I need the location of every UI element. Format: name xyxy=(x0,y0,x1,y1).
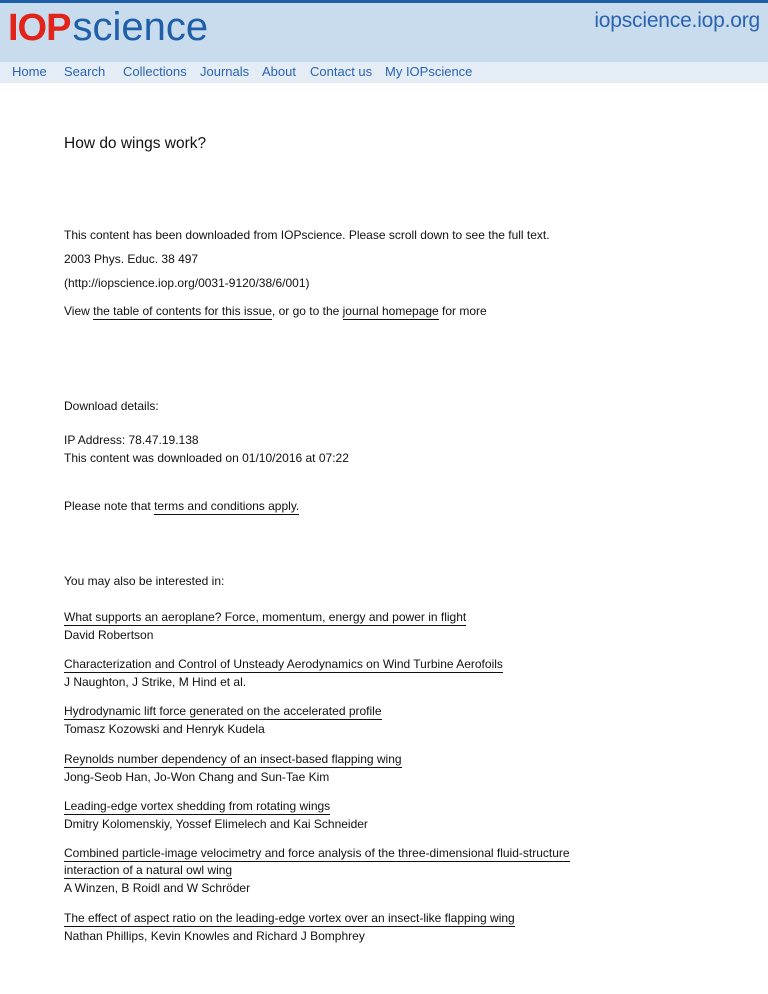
related-authors-7: Nathan Phillips, Kevin Knowles and Richard J Bomphrey xyxy=(64,929,365,943)
nav-search[interactable]: Search xyxy=(64,64,106,79)
nav-collections[interactable]: Collections xyxy=(123,64,187,79)
related-title-6[interactable]: Combined particle-image velocimetry and force analysis of the three-dimensional fluid-structure xyxy=(64,846,570,860)
view-prefix: View xyxy=(64,304,94,318)
nav-journals[interactable]: Journals xyxy=(200,64,250,79)
related-title-3[interactable]: Hydrodynamic lift force generated on the accelerated profile xyxy=(64,704,382,718)
iopscience-logo[interactable] xyxy=(8,5,208,49)
view-more-line xyxy=(64,303,487,319)
nav-my-iopscience[interactable]: My IOPscience xyxy=(385,64,473,79)
citation: 2003 Phys. Educ. 38 497 xyxy=(64,252,199,266)
related-authors-4: Jong-Seob Han, Jo-Won Chang and Sun-Tae Kim xyxy=(64,770,330,784)
article-title: How do wings work? xyxy=(64,135,207,152)
nav-contact-us[interactable]: Contact us xyxy=(310,64,373,79)
related-title-6-line2[interactable]: interaction of a natural owl wing xyxy=(64,863,233,877)
site-header xyxy=(0,0,768,62)
related-title-2[interactable]: Characterization and Control of Unsteady Aerodynamics on Wind Turbine Aerofoils xyxy=(64,657,503,671)
related-title-7[interactable]: The effect of aspect ratio on the leading-edge vortex over an insect-like flapping wing xyxy=(64,911,515,925)
downloaded-on: This content was downloaded on 01/10/2016 at 07:22 xyxy=(64,451,349,465)
related-heading: You may also be interested in: xyxy=(64,574,225,588)
nav-bar xyxy=(0,62,768,83)
related-authors-5: Dmitry Kolomenskiy, Yossef Elimelech and Kai Schneider xyxy=(64,817,368,831)
site-url[interactable]: iopscience.iop.org xyxy=(594,9,760,32)
related-authors-1: David Robertson xyxy=(64,628,154,642)
terms-line xyxy=(64,498,299,514)
related-title-4[interactable]: Reynolds number dependency of an insect-based flapping wing xyxy=(64,752,402,766)
ip-address: IP Address: 78.47.19.138 xyxy=(64,433,199,447)
nav-home[interactable]: Home xyxy=(12,64,47,79)
related-title-1[interactable]: What supports an aeroplane? Force, momentum, energy and power in flight xyxy=(64,610,467,624)
terms-prefix: Please note that xyxy=(64,499,155,513)
related-authors-6: A Winzen, B Roidl and W Schröder xyxy=(64,881,251,895)
view-middle: , or go to the xyxy=(271,304,343,318)
related-authors-2: J Naughton, J Strike, M Hind et al. xyxy=(64,675,247,689)
toc-link[interactable]: the table of contents for this issue xyxy=(93,304,272,318)
related-authors-3: Tomasz Kozowski and Henryk Kudela xyxy=(64,722,265,736)
logo-iop-text: IOP xyxy=(8,7,71,49)
download-details-heading: Download details: xyxy=(64,399,159,413)
journal-homepage-link[interactable]: journal homepage xyxy=(342,304,439,318)
doi-url: (http://iopscience.iop.org/0031-9120/38/6/001) xyxy=(64,276,310,290)
nav-about[interactable]: About xyxy=(262,64,296,79)
download-notice: This content has been downloaded from IOPscience. Please scroll down to see the full text. xyxy=(64,228,550,242)
related-title-5[interactable]: Leading-edge vortex shedding from rotating wings xyxy=(64,799,331,813)
terms-link[interactable]: terms and conditions apply. xyxy=(154,499,300,513)
view-suffix: for more xyxy=(438,304,487,318)
logo-science-text: science xyxy=(72,5,209,49)
